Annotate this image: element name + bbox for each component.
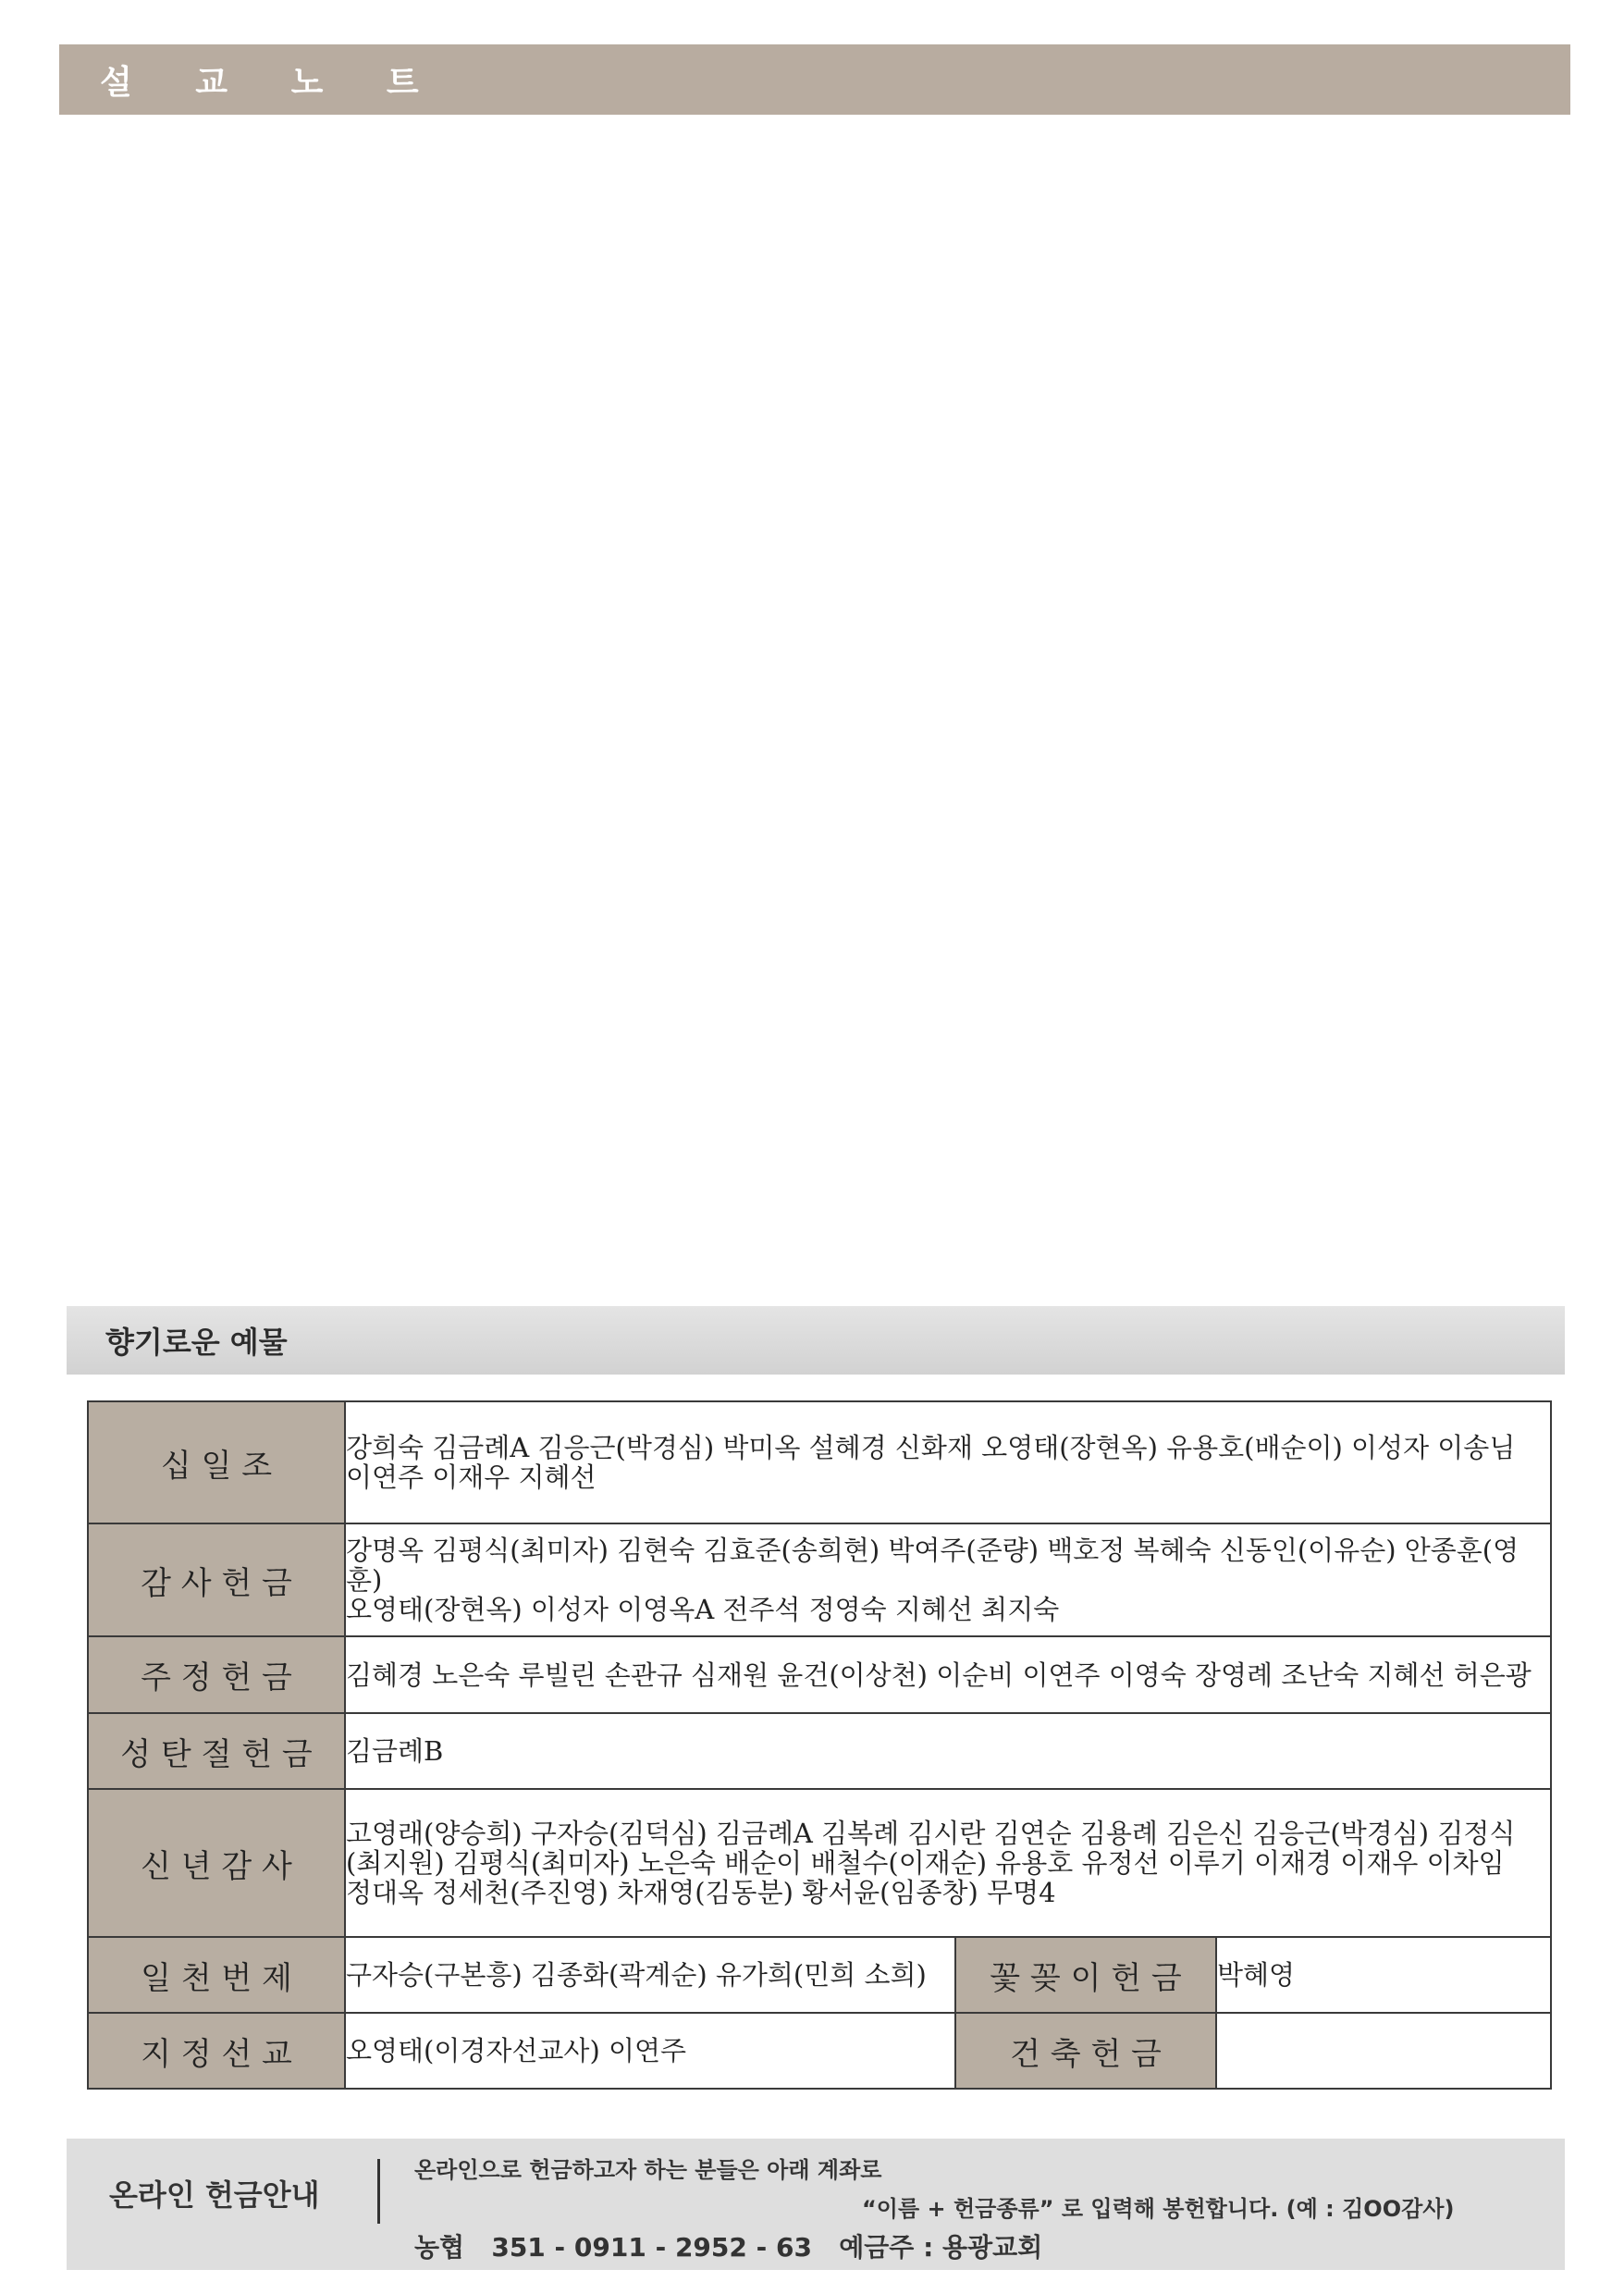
names-line: (최지원) 김평식(최미자) 노은숙 배순이 배철수(이재순) 유용호 유정선 이루기 이재경 이재우 이차임 — [346, 1847, 1505, 1879]
offerings-header — [67, 1306, 1565, 1375]
row-names-flower: 박혜영 — [1216, 1937, 1551, 2013]
names-line: 오영태(장현옥) 이성자 이영옥A 전주석 정영숙 지혜선 최지숙 — [346, 1594, 1060, 1625]
offerings-title: 향기로운 예물 — [105, 1325, 288, 1360]
row-names-new-year — [345, 1789, 1551, 1937]
row-label-weekly: 주 정 헌 금 — [88, 1636, 345, 1713]
names-line: 이연주 이재우 지혜선 — [346, 1462, 597, 1493]
row-names-thanksgiving — [345, 1523, 1551, 1636]
sermon-note-title: 설 교 노 트 — [100, 63, 445, 102]
row-names-building — [1216, 2013, 1551, 2089]
table-row — [88, 1713, 1551, 1789]
names-line: 강희숙 김금례A 김응근(박경심) 박미옥 설혜경 신화재 오영태(장현옥) 유용호(배순이) 이성자 이송님 — [346, 1432, 1516, 1463]
row-label-building: 건 축 헌 금 — [955, 2013, 1216, 2089]
row-label-christmas: 성 탄 절 헌 금 — [88, 1713, 345, 1789]
table-row — [88, 1789, 1551, 1937]
names-line: 김혜경 노은숙 루빌린 손관규 심재원 윤건(이상천) 이순비 이연주 이영숙 장영례 조난숙 지혜선 허은광 — [346, 1659, 1532, 1691]
table-row — [88, 1523, 1551, 1636]
row-label-designated-mission: 지 정 선 교 — [88, 2013, 345, 2089]
names-line: 강명옥 김평식(최미자) 김현숙 김효준(송희현) 박여주(준량) 백호정 복혜숙 신동인(이유순) 안종훈(영훈) — [346, 1535, 1519, 1596]
row-label-thanksgiving: 감 사 헌 금 — [88, 1523, 345, 1636]
names-line: 고영래(양승희) 구자승(김덕심) 김금례A 김복례 김시란 김연순 김용례 김은신 김응근(박경심) 김정식 — [346, 1818, 1516, 1849]
table-row — [88, 2013, 1551, 2089]
row-names-christmas — [345, 1713, 1551, 1789]
offerings-table — [87, 1400, 1552, 2090]
row-label-tithe: 십 일 조 — [88, 1401, 345, 1523]
row-names-thousand-offering: 구자승(구본흥) 김종화(곽계순) 유가희(민희 소희) — [345, 1937, 955, 2013]
sermon-note-banner — [59, 44, 1570, 115]
online-offering-title: 온라인 헌금안내 — [109, 2177, 320, 2213]
names-line: 김금례B — [346, 1735, 444, 1767]
bank-account-info: 농협 351 - 0911 - 2952 - 63 예금주 : 용광교회 — [414, 2232, 1043, 2263]
row-names-tithe — [345, 1401, 1551, 1523]
online-offering-box — [67, 2139, 1565, 2270]
table-row — [88, 1937, 1551, 2013]
divider — [377, 2159, 380, 2224]
online-offering-line2: “이름 + 헌금종류” 로 입력해 봉헌합니다. (예 : 김OO감사) — [862, 2196, 1455, 2222]
row-names-weekly — [345, 1636, 1551, 1713]
table-row — [88, 1401, 1551, 1523]
row-label-new-year: 신 년 감 사 — [88, 1789, 345, 1937]
table-row — [88, 1636, 1551, 1713]
names-line: 정대옥 정세천(주진영) 차재영(김동분) 황서윤(임종창) 무명4 — [346, 1877, 1056, 1908]
online-offering-line1: 온라인으로 헌금하고자 하는 분들은 아래 계좌로 — [414, 2157, 882, 2183]
row-label-thousand-offering: 일 천 번 제 — [88, 1937, 345, 2013]
row-label-flower: 꽃 꽂 이 헌 금 — [955, 1937, 1216, 2013]
row-names-designated-mission: 오영태(이경자선교사) 이연주 — [345, 2013, 955, 2089]
